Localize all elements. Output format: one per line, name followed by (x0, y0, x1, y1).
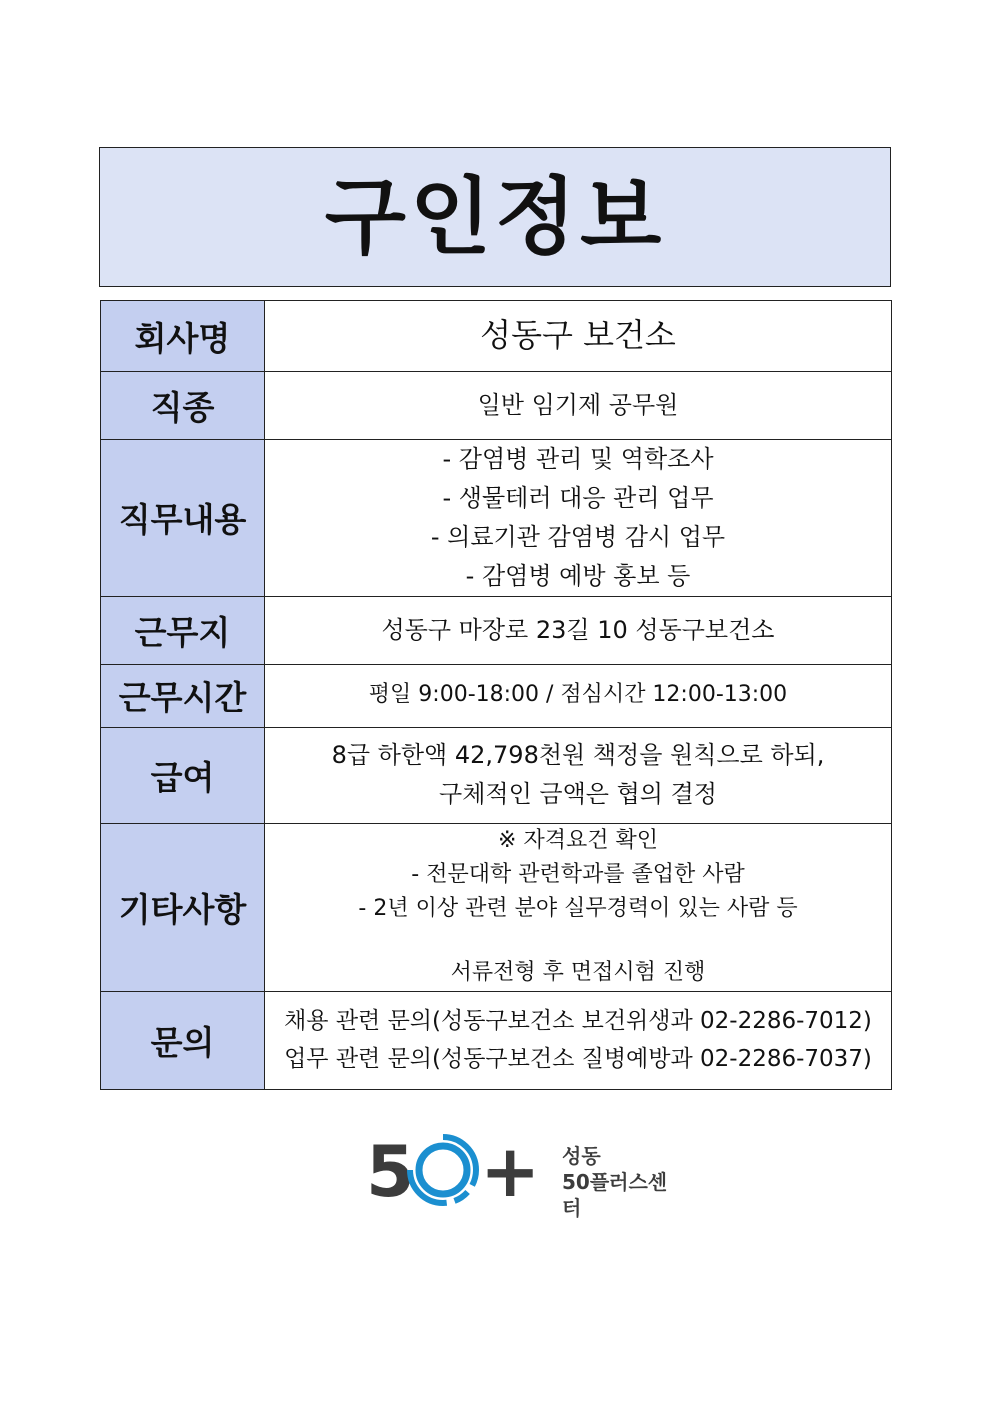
duty-item: - 감염병 관리 및 역학조사 (442, 445, 714, 473)
logo-brand-text (562, 1143, 686, 1221)
row-job-type (101, 372, 892, 440)
value-workplace (265, 596, 892, 664)
row-salary (101, 727, 892, 823)
label-workplace: 근무지 (101, 596, 265, 664)
value-job-type (265, 372, 892, 440)
logo-mark-icon (366, 1130, 556, 1210)
value-salary (265, 727, 892, 823)
row-workplace (101, 596, 892, 664)
job-type-text: 일반 임기제 공무원 (477, 391, 679, 420)
inquiry-line: 채용 관련 문의(성동구보건소 보건위생과 02-2286-7012) (284, 1007, 872, 1034)
hours-text: 평일 9:00-18:00 / 점심시간 12:00-13:00 (368, 682, 788, 708)
job-info-table (100, 300, 892, 1090)
salary-line: 구체적인 금액은 협의 결정 (439, 780, 717, 808)
logo-line2: 50플러스센터 (562, 1170, 668, 1220)
inquiry-line: 업무 관련 문의(성동구보건소 질병예방과 02-2286-7037) (284, 1046, 872, 1073)
value-other (265, 823, 892, 991)
other-item: 서류전형 후 면접시험 진행 (450, 960, 706, 986)
logo-inner-ring (419, 1146, 467, 1194)
logo-plus: + (480, 1130, 541, 1210)
label-company: 회사명 (101, 301, 265, 372)
logo-number: 5 (366, 1131, 415, 1210)
other-item: - 전문대학 관련학과를 졸업한 사람 (411, 861, 745, 887)
duty-item: - 감염병 예방 홍보 등 (465, 561, 691, 590)
value-hours (265, 664, 892, 727)
title-banner (99, 147, 891, 287)
other-item: ※ 자격요건 확인 (498, 827, 658, 853)
logo-line1: 성동 (562, 1144, 601, 1168)
company-name: 성동구 보건소 (480, 316, 676, 355)
label-salary: 급여 (101, 727, 265, 823)
label-other: 기타사항 (101, 823, 265, 991)
salary-line: 8급 하한액 42,798천원 책정을 원칙으로 하되, (331, 741, 825, 770)
row-hours (101, 664, 892, 727)
duty-item: - 의료기관 감염병 감시 업무 (430, 522, 726, 551)
other-item: - 2년 이상 관련 분야 실무경력이 있는 사람 등 (358, 896, 798, 922)
label-job-type: 직종 (101, 372, 265, 440)
row-company (101, 301, 892, 372)
blank-line (265, 926, 891, 956)
value-company (265, 301, 892, 372)
value-inquiry (265, 991, 892, 1089)
label-duties: 직무내용 (101, 440, 265, 597)
label-hours: 근무시간 (101, 664, 265, 727)
page-title: 구인정보 (324, 168, 666, 266)
workplace-address: 성동구 마장로 23길 10 성동구보건소 (381, 615, 775, 644)
seongdong-50plus-logo (366, 1130, 686, 1220)
row-other (101, 823, 892, 991)
label-inquiry: 문의 (101, 991, 265, 1089)
duty-item: - 생물테러 대응 관리 업무 (442, 483, 714, 512)
row-duties (101, 440, 892, 597)
row-inquiry (101, 991, 892, 1089)
value-duties (265, 440, 892, 597)
